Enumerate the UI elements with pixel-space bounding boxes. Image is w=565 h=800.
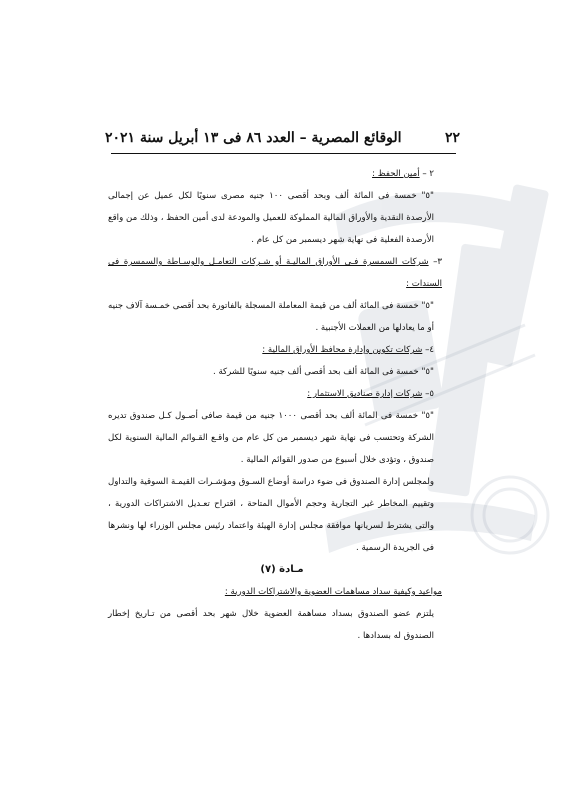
section-paragraph: "٥" خمسة فى المائة ألف بحد أقصى ألف جنيه سنويًا للشركة .	[212, 367, 434, 377]
document-body	[108, 163, 456, 647]
page-header	[105, 126, 460, 150]
article-subheading-text: مواعيد وكيفية سداد مساهمات العضوية والاشتراكات الدورية :	[224, 587, 442, 597]
section-paragraph: "٥" خمسة فى المائة ألف وبحد أقصى ١٠٠ جنيه مصرى سنويًا لكل عميل عن إجمالى الأرصدة النقدية والأوراق المالية المملوكة للعميل والمودعة لدى أمين الحفظ ، وذلك من واقع الأرصدة الفعلية فى نهاية شهر ديسمبر من كل عام .	[108, 191, 434, 245]
section-title: شركات إدارة صناديق الاستثمار :	[307, 389, 423, 399]
article-heading: مـادة (٧)	[260, 564, 304, 575]
section-number: ٢ –	[422, 169, 434, 179]
section-number: ٣–	[433, 257, 442, 267]
section-title: شركات تكوين وإدارة محافظ الأوراق المالية :	[262, 345, 423, 355]
section-heading	[108, 383, 456, 405]
header-divider	[111, 153, 456, 154]
section-title: شركات السمسرة فـى الأوراق الماليـة أو شـركات التعامـل والوسـاطة والسمسرة فى السندات :	[108, 257, 442, 289]
gazette-title: الوقائع المصرية – العدد ٨٦ فى ١٣ أبريل سنة ٢٠٢١	[105, 130, 402, 146]
section-title: أمين الحفظ :	[372, 169, 420, 179]
section-heading	[108, 339, 456, 361]
section-heading	[108, 163, 456, 185]
page-number: ٢٢	[444, 130, 460, 146]
section-heading	[108, 251, 456, 295]
article-paragraph: يلتزم عضو الصندوق بسداد مساهمة العضوية خلال شهر بحد أقصى من تـاريخ إخطار الصندوق له بسدادها .	[108, 609, 434, 641]
section-paragraph: "٥" خمسة فى المائة ألف بحد أقصى ١٠٠٠ جنيه من قيمة صافى أصـول كـل صندوق تديره الشركة وتحتسب فى نهاية شهر ديسمبر من كل عام من واقـع القـوائم المالية السنوية لكل صندوق ، وتؤدى خلال أسبوع من صدور القوائم المالية .	[108, 411, 434, 465]
section-paragraph: ولمجلس إدارة الصندوق فى ضوء دراسة أوضاع السـوق ومؤشـرات القيمـة السوقية والتداول وتقييم المخاطر غير التجارية وحجم الأموال المتاحة ، اقتراح تعـديل الاشتراكات الدورية ، والتى يشترط لسريانها موافقة مجلس إدارة الهيئة واعتماد رئيس مجلس الوزراء لها ونشرها فى الجريدة الرسمية .	[108, 477, 434, 553]
section-paragraph: "٥" خمسة فى المائة ألف من قيمة المعاملة المسجلة بالفاتورة بحد أقصى خمـسة آلاف جنيه أو ما يعادلها من العملات الأجنبية .	[108, 301, 434, 333]
section-number: ٥–	[425, 389, 434, 399]
article-subheading	[108, 581, 456, 603]
section-number: ٤–	[425, 345, 434, 355]
